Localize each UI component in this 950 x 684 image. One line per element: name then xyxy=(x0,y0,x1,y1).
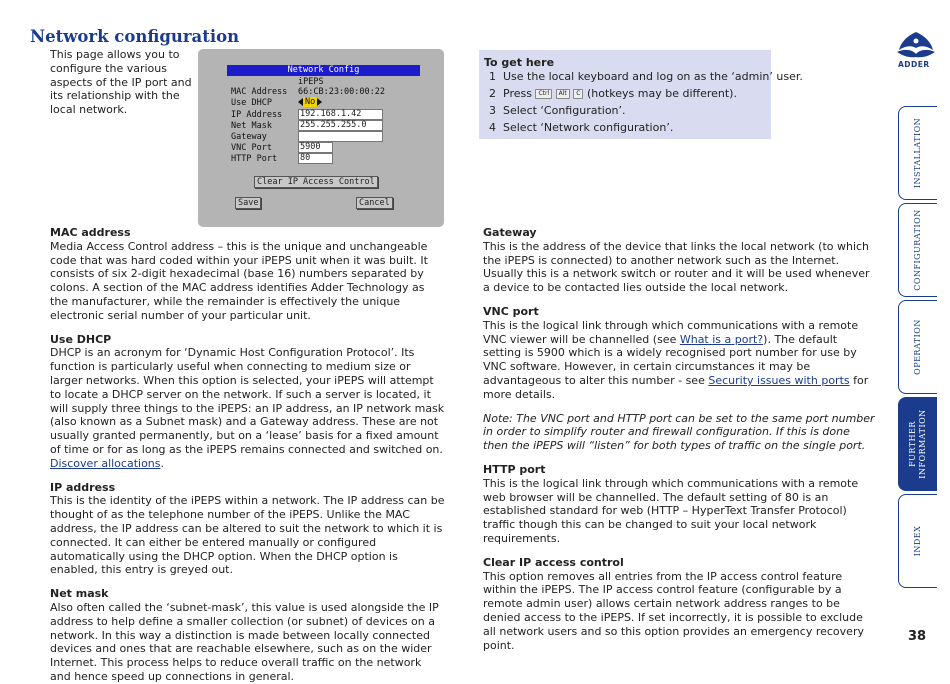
ip-input[interactable]: 192.168.1.42 xyxy=(298,109,383,120)
mac-label: MAC Address xyxy=(231,87,288,97)
gateway-label: Gateway xyxy=(231,132,267,142)
ip-text: This is the identity of the iPEPS within a network. The IP address can be thought of as the telephone number of the iPEPS. Unlike the MAC address, the IP address can be altered to suit the network to which it is connected. It can either be entered manually or configured automatically using the DHCP option. When the DHCP option is enabled, this entry is greyed out. xyxy=(50,494,445,577)
arrow-right-icon[interactable] xyxy=(317,98,322,106)
dhcp-label: Use DHCP xyxy=(231,98,272,108)
what-is-a-port-link[interactable]: What is a port? xyxy=(679,332,764,346)
tab-index[interactable]: INDEX xyxy=(898,494,937,588)
cancel-button[interactable]: Cancel xyxy=(356,197,393,209)
to-get-here-box xyxy=(479,50,803,139)
vnc-port-input[interactable]: 5900 xyxy=(298,142,333,153)
vnc-port-label: VNC Port xyxy=(231,143,272,153)
discover-allocations-link[interactable]: Discover allocations xyxy=(50,456,161,470)
step-3: 3 Select ‘Configuration’. xyxy=(489,104,626,117)
step-2: 2 Press Ctrl Alt C (hotkeys may be different). xyxy=(489,87,737,100)
http-text: This is the logical link through which communications with a remote web browser will be channelled. The default setting of 80 is an established standard for web (HTTP – HyperText Transfer Protocol) traffic though this can be changed to suit your local network requirements. xyxy=(483,476,859,545)
gateway-input[interactable] xyxy=(298,131,383,142)
ctrl-key: Ctrl xyxy=(535,89,552,99)
intro-text: This page allows you to configure the various aspects of the IP port and its relationship with the local network. xyxy=(50,48,192,117)
dhcp-select[interactable] xyxy=(298,97,322,107)
dhcp-heading: Use DHCP xyxy=(50,332,112,346)
mac-value: 66:CB:23:00:00:22 xyxy=(298,87,385,97)
dialog-title-bar: Network Config xyxy=(227,65,420,76)
c-key: C xyxy=(573,89,583,99)
save-button[interactable]: Save xyxy=(235,197,261,209)
clear-text: This option removes all entries from the IP access control feature within the iPEPS. The IP access control feature (configurable by a remote admin user) allows certain network address ranges to be denied access to the iPEPS. If set incorrectly, it is possible to exclude all network users and so this option provides an emergency recovery point. xyxy=(483,569,864,652)
security-issues-link[interactable]: Security issues with ports xyxy=(708,373,850,387)
ip-label: IP Address xyxy=(231,110,283,120)
mac-text: Media Access Control address – this is the unique and unchangeable code that was hard coded within your iPEPS unit when it was built. It consists of six 2-digit hexadecimal (base 16) numbers separated by colons. A section of the MAC address identifies Adder Technology as the manufacturer, while the remainder is effectively the unique electronic serial number of your particular unit. xyxy=(50,239,428,322)
mask-heading: Net mask xyxy=(50,587,109,601)
page-number: 38 xyxy=(908,629,927,644)
ip-heading: IP address xyxy=(50,480,116,494)
http-heading: HTTP port xyxy=(483,462,546,476)
page-title: Network configuration xyxy=(30,27,240,46)
clear-ip-access-control-button[interactable]: Clear IP Access Control xyxy=(254,176,378,188)
dhcp-paragraph: DHCP is an acronym for ‘Dynamic Host Configuration Protocol’. Its function is particularly useful when connecting to medium size or larger networks. When this option is selected, your iPEPS will attempt to locate a DHCP server on the network. If such a server is located, it will supply three things to the iPEPS: an IP address, an IP network mask (also known as a Subnet mask) and a Gateway address. These are not usually granted permanently, but on a ‘lease’ basis for a fixed amount of time or for as long as the iPEPS remains connected and switched on. Discover allocations. xyxy=(50,346,445,470)
right-column xyxy=(483,226,878,652)
network-config-dialog xyxy=(198,49,444,227)
gateway-heading: Gateway xyxy=(483,226,537,239)
http-port-input[interactable]: 80 xyxy=(298,153,333,164)
clear-heading: Clear IP access control xyxy=(483,555,624,569)
dialog-device-name: iPEPS xyxy=(298,77,324,87)
gateway-text: This is the address of the device that links the local network (to which the iPEPS is connected) to another network such as the Internet. Usually this is a network switch or router and it will be used whenever a device to be contacted lies outside the local network. xyxy=(483,239,870,295)
to-get-here-title: To get here xyxy=(484,56,555,69)
netmask-label: Net Mask xyxy=(231,121,272,131)
mac-heading: MAC address xyxy=(50,226,131,239)
step-4: 4 Select ‘Network configuration’. xyxy=(489,121,674,134)
dhcp-value: No xyxy=(305,97,316,107)
mask-text: Also often called the ‘subnet-mask’, this value is used alongside the IP address to help define a smaller collection (or subnet) of devices on a network. In this way a distinction is made between locally connected devices and ones that are reachable elsewhere, such as on the wider Internet. This process helps to reduce overall traffic on the network and hence speed up connections in general. xyxy=(50,600,439,683)
step-1: 1 Use the local keyboard and log on as the ‘admin’ user. xyxy=(489,70,803,83)
http-port-label: HTTP Port xyxy=(231,154,278,164)
tab-installation[interactable]: INSTALLATION xyxy=(898,106,937,200)
left-column xyxy=(50,226,445,684)
logo-text: ADDER xyxy=(898,60,930,69)
note-text: Note: The VNC port and HTTP port can be set to the same port number in order to simplify router and firewall configuration. If this is done then the iPEPS will “listen” for both types of traffic on the single port. xyxy=(483,411,875,453)
tab-operation[interactable]: OPERATION xyxy=(898,300,937,394)
netmask-input[interactable]: 255.255.255.0 xyxy=(298,120,383,131)
tab-configuration[interactable]: CONFIGURATION xyxy=(898,203,937,297)
vnc-heading: VNC port xyxy=(483,304,539,318)
vnc-paragraph: This is the logical link through which communications with a remote VNC viewer will be channelled (see What is a port?). The default setting is 5900 which is a widely recognised port number for use by VNC software. However, in certain circumstances it may be advantageous to alter this number - see Security issues with ports for more details. xyxy=(483,318,869,401)
alt-key: Alt xyxy=(556,89,570,99)
tab-further-information[interactable]: FURTHER INFORMATION xyxy=(898,397,937,491)
